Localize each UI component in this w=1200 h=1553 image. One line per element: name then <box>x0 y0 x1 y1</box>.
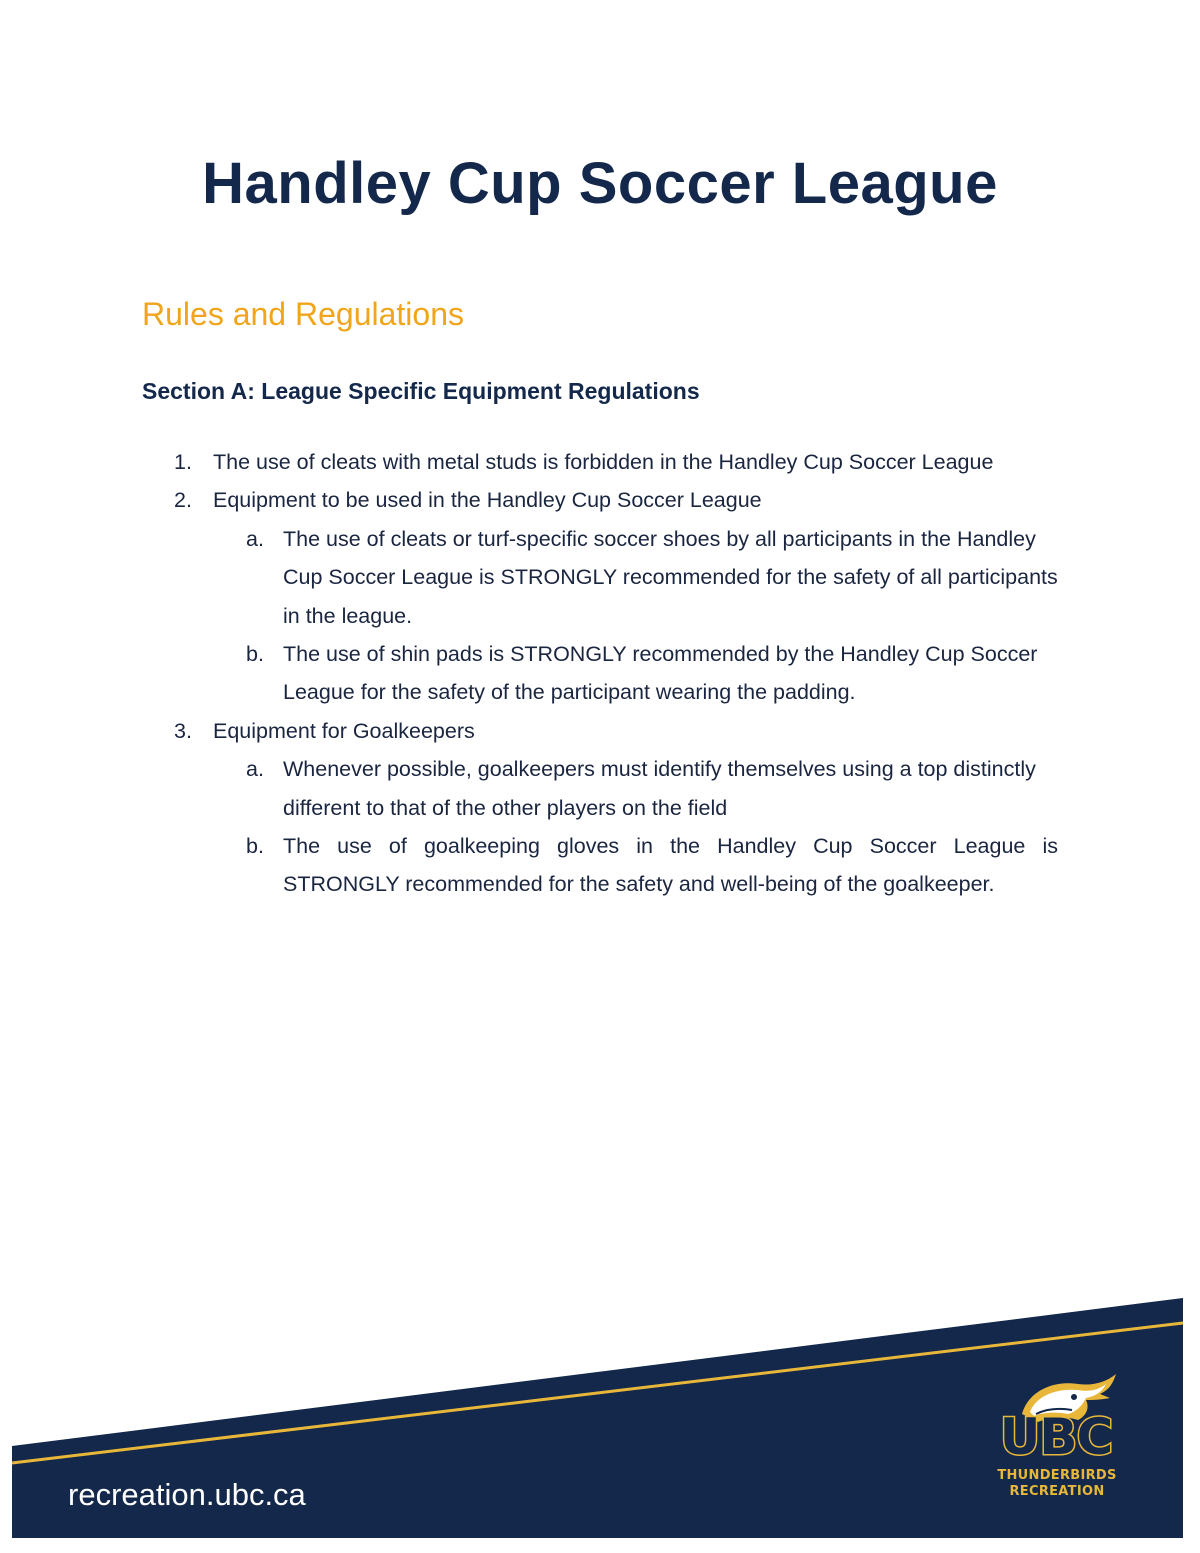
sub-list-item-text: Whenever possible, goalkeepers must identify themselves using a top distinctly different to that of the other players on the field <box>283 757 1036 820</box>
list-item-text: Equipment to be used in the Handley Cup Soccer League <box>213 488 762 513</box>
list-letter: a. <box>246 526 264 551</box>
logo-line-1: THUNDERBIRDS <box>997 1468 1117 1483</box>
page-title: Handley Cup Soccer League <box>202 151 998 216</box>
list-item-text: Equipment for Goalkeepers <box>213 718 475 743</box>
sub-list-item <box>142 827 1058 904</box>
logo-wordmark: UBC <box>999 1408 1113 1466</box>
list-number: 3. <box>174 718 192 743</box>
sub-list-item <box>142 750 1058 827</box>
list-letter: b. <box>246 834 264 859</box>
sub-list-item-text: The use of shin pads is STRONGLY recommended by the Handley Cup Soccer League for the safety of the participant wearing the padding. <box>283 642 1038 705</box>
list-number: 2. <box>174 488 192 513</box>
list-item <box>142 443 1058 481</box>
list-letter: b. <box>246 642 264 667</box>
logo-line-2: RECREATION <box>1009 1484 1105 1499</box>
rules-list <box>142 443 1058 904</box>
list-item <box>142 481 1058 519</box>
ubc-thunderbirds-logo <box>982 1370 1132 1520</box>
list-letter: a. <box>246 757 264 782</box>
sub-list-item-text: The use of cleats or turf-specific soccer shoes by all participants in the Handley Cup Soccer League is STRONGLY recommended for the safety of all participants in the league. <box>283 526 1058 628</box>
sub-list-item <box>142 520 1058 635</box>
sub-list-item <box>142 635 1058 712</box>
list-item <box>142 712 1058 750</box>
list-number: 1. <box>174 450 192 474</box>
section-heading: Section A: League Specific Equipment Regulations <box>142 378 700 404</box>
sub-list-item-text: The use of goalkeeping gloves in the Handley Cup Soccer League is STRONGLY recommended for the safety and well-being of the goalkeeper. <box>283 834 1058 897</box>
subtitle: Rules and Regulations <box>142 296 464 332</box>
list-item-text: The use of cleats with metal studs is forbidden in the Handley Cup Soccer League <box>213 450 994 474</box>
footer-url[interactable]: recreation.ubc.ca <box>68 1477 306 1512</box>
